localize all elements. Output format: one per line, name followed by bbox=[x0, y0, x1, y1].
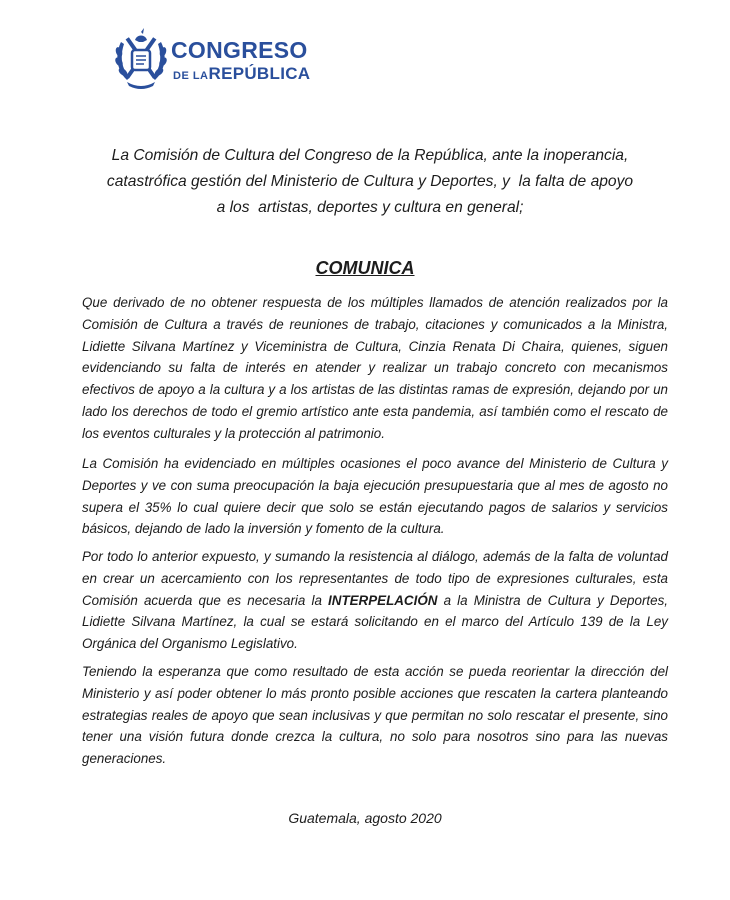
paragraph-4: Teniendo la esperanza que como resultado de esta acción se pueda reorientar la dirección del Ministerio y así poder obtener lo más pronto posible acciones que rescaten la cartera planteando estrategias reales de apoyo que sean inclusivas y que permitan no solo rescatar el presente, sino tener una visión futura donde crezca la cultura, no solo para nosotros sino para las nuevas generaciones. bbox=[82, 664, 668, 767]
intro-line: catastrófica gestión del Ministerio de Cultura y Deportes, y la falta de apoyo bbox=[106, 173, 634, 190]
intro-line: La Comisión de Cultura del Congreso de la República, ante la inoperancia, bbox=[111, 147, 629, 164]
paragraph-3-text-start: Por todo lo anterior expuesto, y sumando la resistencia al diálogo, además de la falta de voluntad en crear un acercamiento con los representantes de todo tipo de expresiones culturales, esta Comisión acuerda que es necesaria la bbox=[82, 549, 668, 608]
logo-text-congreso: CONGRESO bbox=[171, 37, 308, 63]
paragraph-3 bbox=[82, 546, 668, 655]
logo-text-republica bbox=[173, 64, 310, 84]
intro-statement bbox=[60, 143, 680, 221]
congreso-logo bbox=[113, 28, 323, 90]
guatemala-coat-of-arms-icon bbox=[113, 28, 169, 90]
intro-line: a los artistas, deportes y cultura en general; bbox=[216, 199, 524, 216]
interpelacion-emphasis: INTERPELACIÓN bbox=[328, 592, 438, 608]
paragraph-1: Que derivado de no obtener respuesta de los múltiples llamados de atención realizados por la Comisión de Cultura a través de reuniones de trabajo, citaciones y comunicados a la Ministra, Lidiette Silvana Martínez y Viceministra de Cultura, Cinzia Renata Di Chaira, quienes, siguen evidenciando su falta de interés en atender y realizar un trabajo concreto con mecanismos efectivos de apoyo a la cultura y a los artistas de las distintas ramas de expresión, dejando por un lado los derechos de todo el gremio artístico ante esta pandemia, así también como el rescato de los eventos culturales y la protección al patrimonio. bbox=[82, 295, 668, 441]
document-heading: COMUNICA bbox=[315, 258, 415, 278]
paragraph-3-text-end: a la Ministra de Cultura y Deportes, Lidiette Silvana Martínez, la cual se estará solicitando en el marco del Artículo 139 de la Ley Orgánica del Organismo Legislativo. bbox=[82, 592, 668, 652]
paragraph-2: La Comisión ha evidenciado en múltiples ocasiones el poco avance del Ministerio de Cultura y Deportes y ve con suma preocupación la baja ejecución presupuestaria que al mes de agosto no supera el 35% lo cual quiere decir que solo se están ejecutando pagos de salarios y servicios básicos, dejando de lado la inversión y fomento de la cultura. bbox=[82, 456, 668, 537]
logo-text-de-la: DE LA bbox=[173, 70, 209, 82]
logo-text-republica-main: REPÚBLICA bbox=[208, 64, 311, 83]
place-and-date: Guatemala, agosto 2020 bbox=[288, 810, 442, 826]
